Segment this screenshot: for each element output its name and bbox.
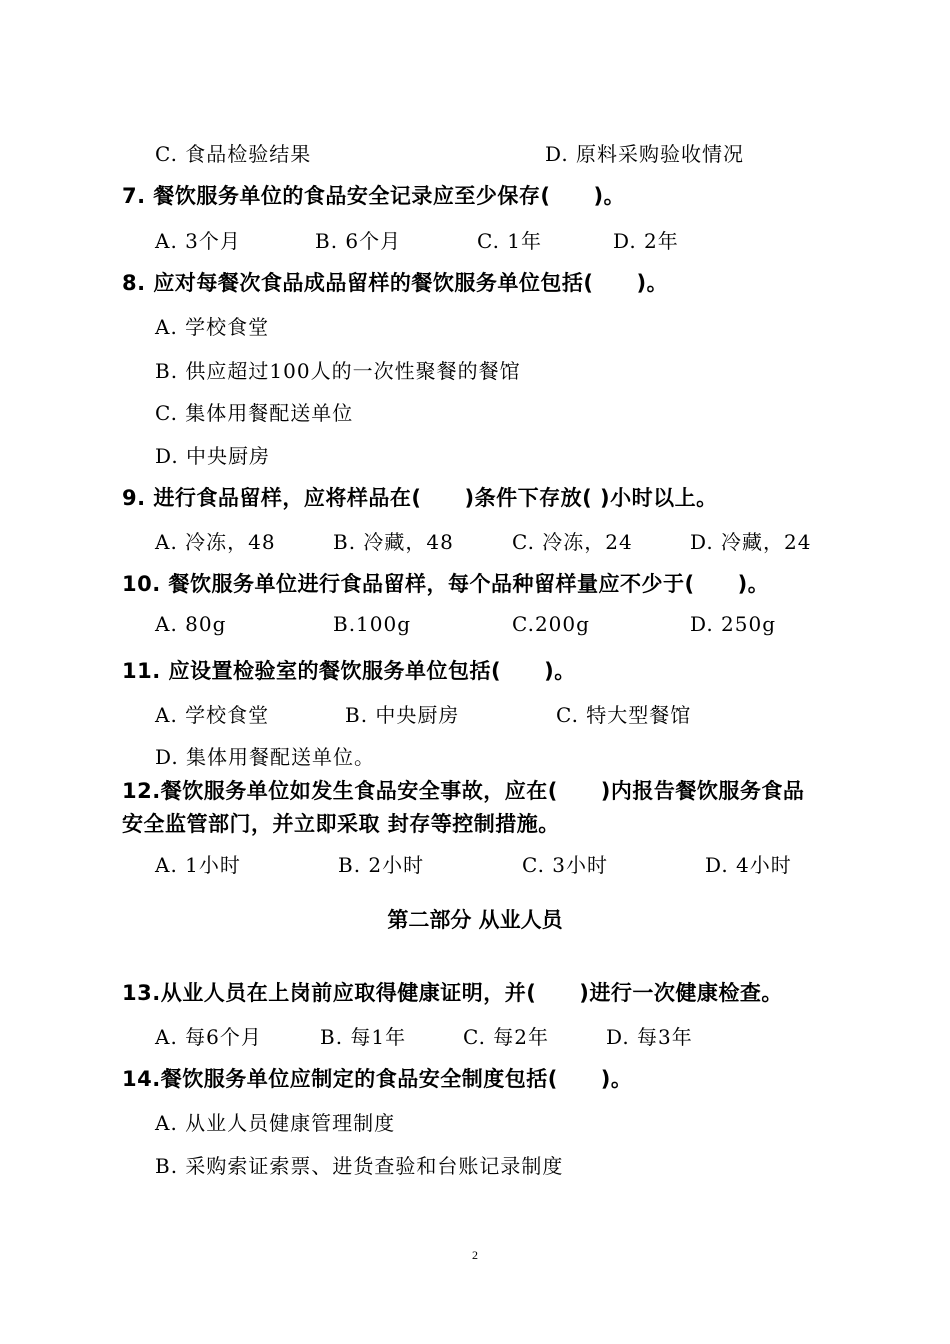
q8-option-a: A. 学校食堂	[155, 315, 270, 339]
q8-option-d: D. 中央厨房	[155, 444, 271, 468]
q12-option-b: B. 2小时	[338, 853, 425, 877]
q12-option-d: D. 4小时	[705, 853, 792, 877]
question-12-line-2: 安全监管部门，并立即采取 封存等控制措施。	[122, 812, 560, 836]
q7-option-c: C. 1年	[477, 229, 543, 253]
q9-option-a: A. 冷冻，48	[155, 530, 276, 554]
q13-option-d: D. 每3年	[606, 1025, 693, 1049]
question-12-line-1: 12.餐饮服务单位如发生食品安全事故，应在( )内报告餐饮服务食品	[122, 779, 805, 803]
q7-option-a: A. 3个月	[155, 229, 241, 253]
q14-option-a: A. 从业人员健康管理制度	[155, 1111, 396, 1135]
question-9: 9. 进行食品留样，应将样品在( )条件下存放( )小时以上。	[122, 486, 718, 510]
q13-option-c: C. 每2年	[463, 1025, 550, 1049]
q14-option-b: B. 采购索证索票、进货查验和台账记录制度	[155, 1154, 564, 1178]
q7-option-d: D. 2年	[613, 229, 679, 253]
q8-option-b: B. 供应超过100人的一次性聚餐的餐馆	[155, 359, 521, 383]
section-heading: 第二部分 从业人员	[387, 908, 563, 932]
question-8: 8. 应对每餐次食品成品留样的餐饮服务单位包括( )。	[122, 271, 669, 295]
q9-option-b: B. 冷藏，48	[333, 530, 454, 554]
q12-option-c: C. 3小时	[522, 853, 609, 877]
q13-option-a: A. 每6个月	[155, 1025, 262, 1049]
option-c: C. 食品检验结果	[155, 142, 312, 166]
question-7: 7. 餐饮服务单位的食品安全记录应至少保存( )。	[122, 184, 626, 208]
q11-option-a: A. 学校食堂	[155, 703, 270, 727]
q10-option-d: D. 250g	[690, 612, 777, 636]
q8-option-c: C. 集体用餐配送单位	[155, 401, 354, 425]
q11-option-c: C. 特大型餐馆	[556, 703, 692, 727]
q10-option-c: C.200g	[512, 612, 590, 636]
q12-option-a: A. 1小时	[155, 853, 241, 877]
question-13: 13.从业人员在上岗前应取得健康证明，并( )进行一次健康检查。	[122, 981, 783, 1005]
question-14: 14.餐饮服务单位应制定的食品安全制度包括( )。	[122, 1067, 633, 1091]
page-number: 2	[472, 1248, 478, 1262]
q9-option-c: C. 冷冻，24	[512, 530, 633, 554]
q10-option-a: A. 80g	[155, 612, 227, 636]
q7-option-b: B. 6个月	[315, 229, 402, 253]
q11-option-d: D. 集体用餐配送单位。	[155, 745, 376, 769]
option-d: D. 原料采购验收情况	[545, 142, 745, 166]
question-10: 10. 餐饮服务单位进行食品留样，每个品种留样量应不少于( )。	[122, 572, 770, 596]
q11-option-b: B. 中央厨房	[345, 703, 460, 727]
q13-option-b: B. 每1年	[320, 1025, 407, 1049]
q10-option-b: B.100g	[333, 612, 412, 636]
q9-option-d: D. 冷藏，24	[690, 530, 812, 554]
question-11: 11. 应设置检验室的餐饮服务单位包括( )。	[122, 659, 576, 683]
